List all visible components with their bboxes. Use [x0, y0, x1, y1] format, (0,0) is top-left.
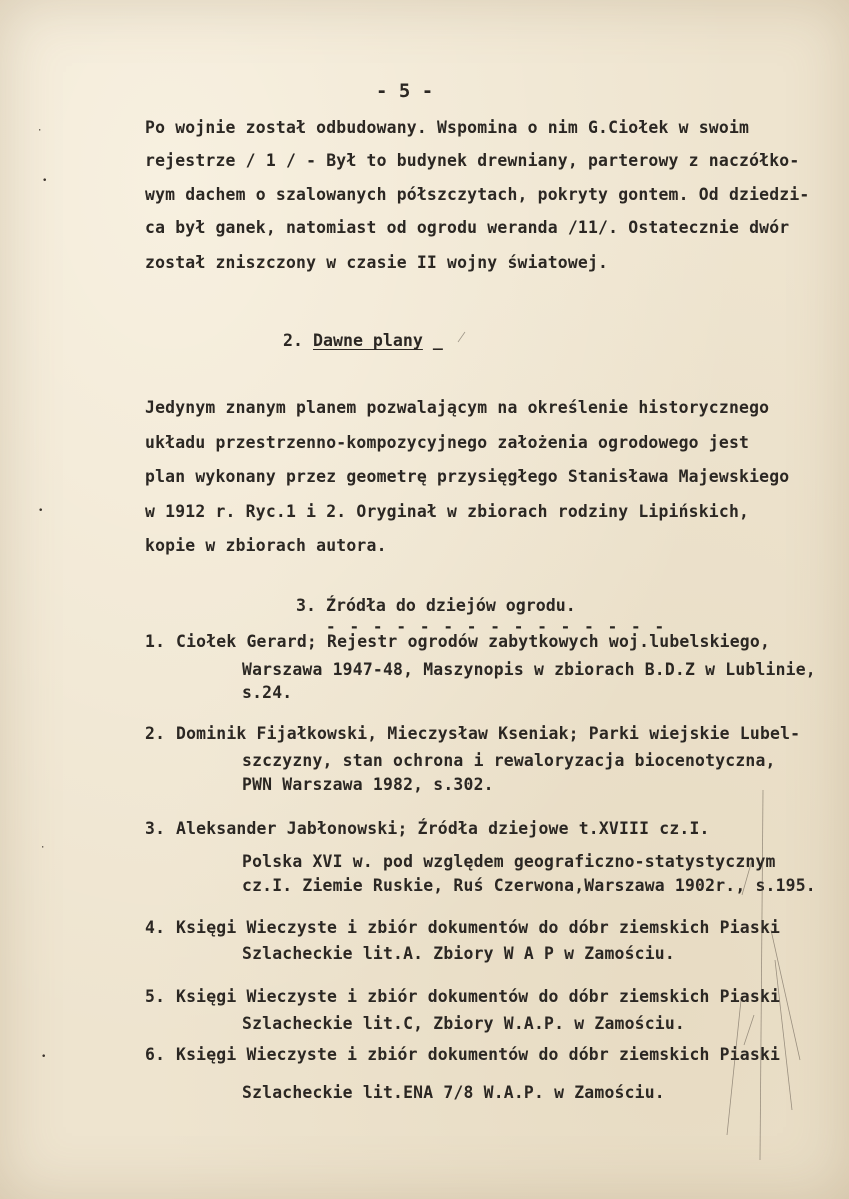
- section-2-heading: [283, 331, 443, 350]
- source-line: Warszawa 1947-48, Maszynopis w zbiorach B.D.Z w Lublinie,: [242, 660, 816, 679]
- paragraph-2-line: kopie w zbiorach autora.: [145, 536, 387, 555]
- margin-mark: •: [42, 176, 48, 186]
- source-line: Aleksander Jabłonowski; Źródła dziejowe t.XVIII cz.I.: [176, 819, 710, 838]
- source-number: 6.: [145, 1045, 166, 1064]
- paragraph-2-line: Jedynym znanym planem pozwalającym na określenie historycznego: [145, 398, 770, 417]
- margin-mark: ·: [37, 126, 43, 136]
- paragraph-2-line: plan wykonany przez geometrę przysięgłego Stanisława Majewskiego: [145, 467, 790, 486]
- page-number: - 5 -: [376, 80, 434, 102]
- section-2-trailing: _: [422, 331, 443, 350]
- source-number: 3.: [145, 819, 166, 838]
- paragraph-1-line: rejestrze / 1 / - Był to budynek drewniany, parterowy z naczółko-: [145, 151, 800, 170]
- section-2-title: Dawne plany: [312, 331, 423, 350]
- source-line: s.24.: [242, 683, 293, 702]
- source-line: Szlacheckie lit.A. Zbiory W A P w Zamościu.: [242, 944, 675, 963]
- margin-mark: •: [41, 1052, 47, 1062]
- source-line: Polska XVI w. pod względem geograficzno-statystycznym: [242, 852, 776, 871]
- source-line: Dominik Fijałkowski, Mieczysław Kseniak; Parki wiejskie Lubel-: [176, 724, 801, 743]
- source-number: 2.: [145, 724, 166, 743]
- section-3-number: 3.: [296, 596, 316, 615]
- source-line: PWN Warszawa 1982, s.302.: [242, 775, 494, 794]
- source-line: szczyzny, stan ochrona i rewaloryzacja biocenotyczna,: [242, 751, 776, 770]
- source-line: Szlacheckie lit.C, Zbiory W.A.P. w Zamościu.: [242, 1014, 685, 1033]
- section-3-dashes: - - - - - - - - - - - - - - -: [326, 617, 667, 636]
- source-line: Księgi Wieczyste i zbiór dokumentów do dóbr ziemskich Piaski: [176, 987, 781, 1006]
- section-2-number: 2.: [283, 331, 303, 350]
- source-number: 4.: [145, 918, 166, 937]
- source-line: cz.I. Ziemie Ruskie, Ruś Czerwona,Warszawa 1902r., s.195.: [242, 876, 816, 895]
- margin-mark: ·: [40, 843, 46, 853]
- source-line: Ciołek Gerard; Rejestr ogrodów zabytkowych woj.lubelskiego,: [176, 632, 771, 651]
- source-number: 1.: [145, 632, 166, 651]
- margin-mark: •: [38, 506, 44, 516]
- section-3-heading: [296, 596, 576, 615]
- paragraph-2-line: układu przestrzenno-kompozycyjnego założenia ogrodowego jest: [145, 433, 750, 452]
- section-3-title: Źródła do dziejów ogrodu.: [325, 596, 576, 615]
- paragraph-1-line: Po wojnie został odbudowany. Wspomina o nim G.Ciołek w swoim: [145, 118, 750, 137]
- paragraph-1-line: został zniszczony w czasie II wojny światowej.: [145, 253, 609, 272]
- paragraph-1-line: ca był ganek, natomiast od ogrodu weranda /11/. Ostatecznie dwór: [145, 218, 790, 237]
- source-line: Księgi Wieczyste i zbiór dokumentów do dóbr ziemskich Piaski: [176, 1045, 781, 1064]
- paragraph-2-line: w 1912 r. Ryc.1 i 2. Oryginał w zbiorach rodziny Lipińskich,: [145, 502, 750, 521]
- source-line: Księgi Wieczyste i zbiór dokumentów do dóbr ziemskich Piaski: [176, 918, 781, 937]
- source-number: 5.: [145, 987, 166, 1006]
- source-line: Szlacheckie lit.ENA 7/8 W.A.P. w Zamościu.: [242, 1083, 665, 1102]
- paragraph-1-line: wym dachem o szalowanych półszczytach, pokryty gontem. Od dziedzi-: [145, 185, 810, 204]
